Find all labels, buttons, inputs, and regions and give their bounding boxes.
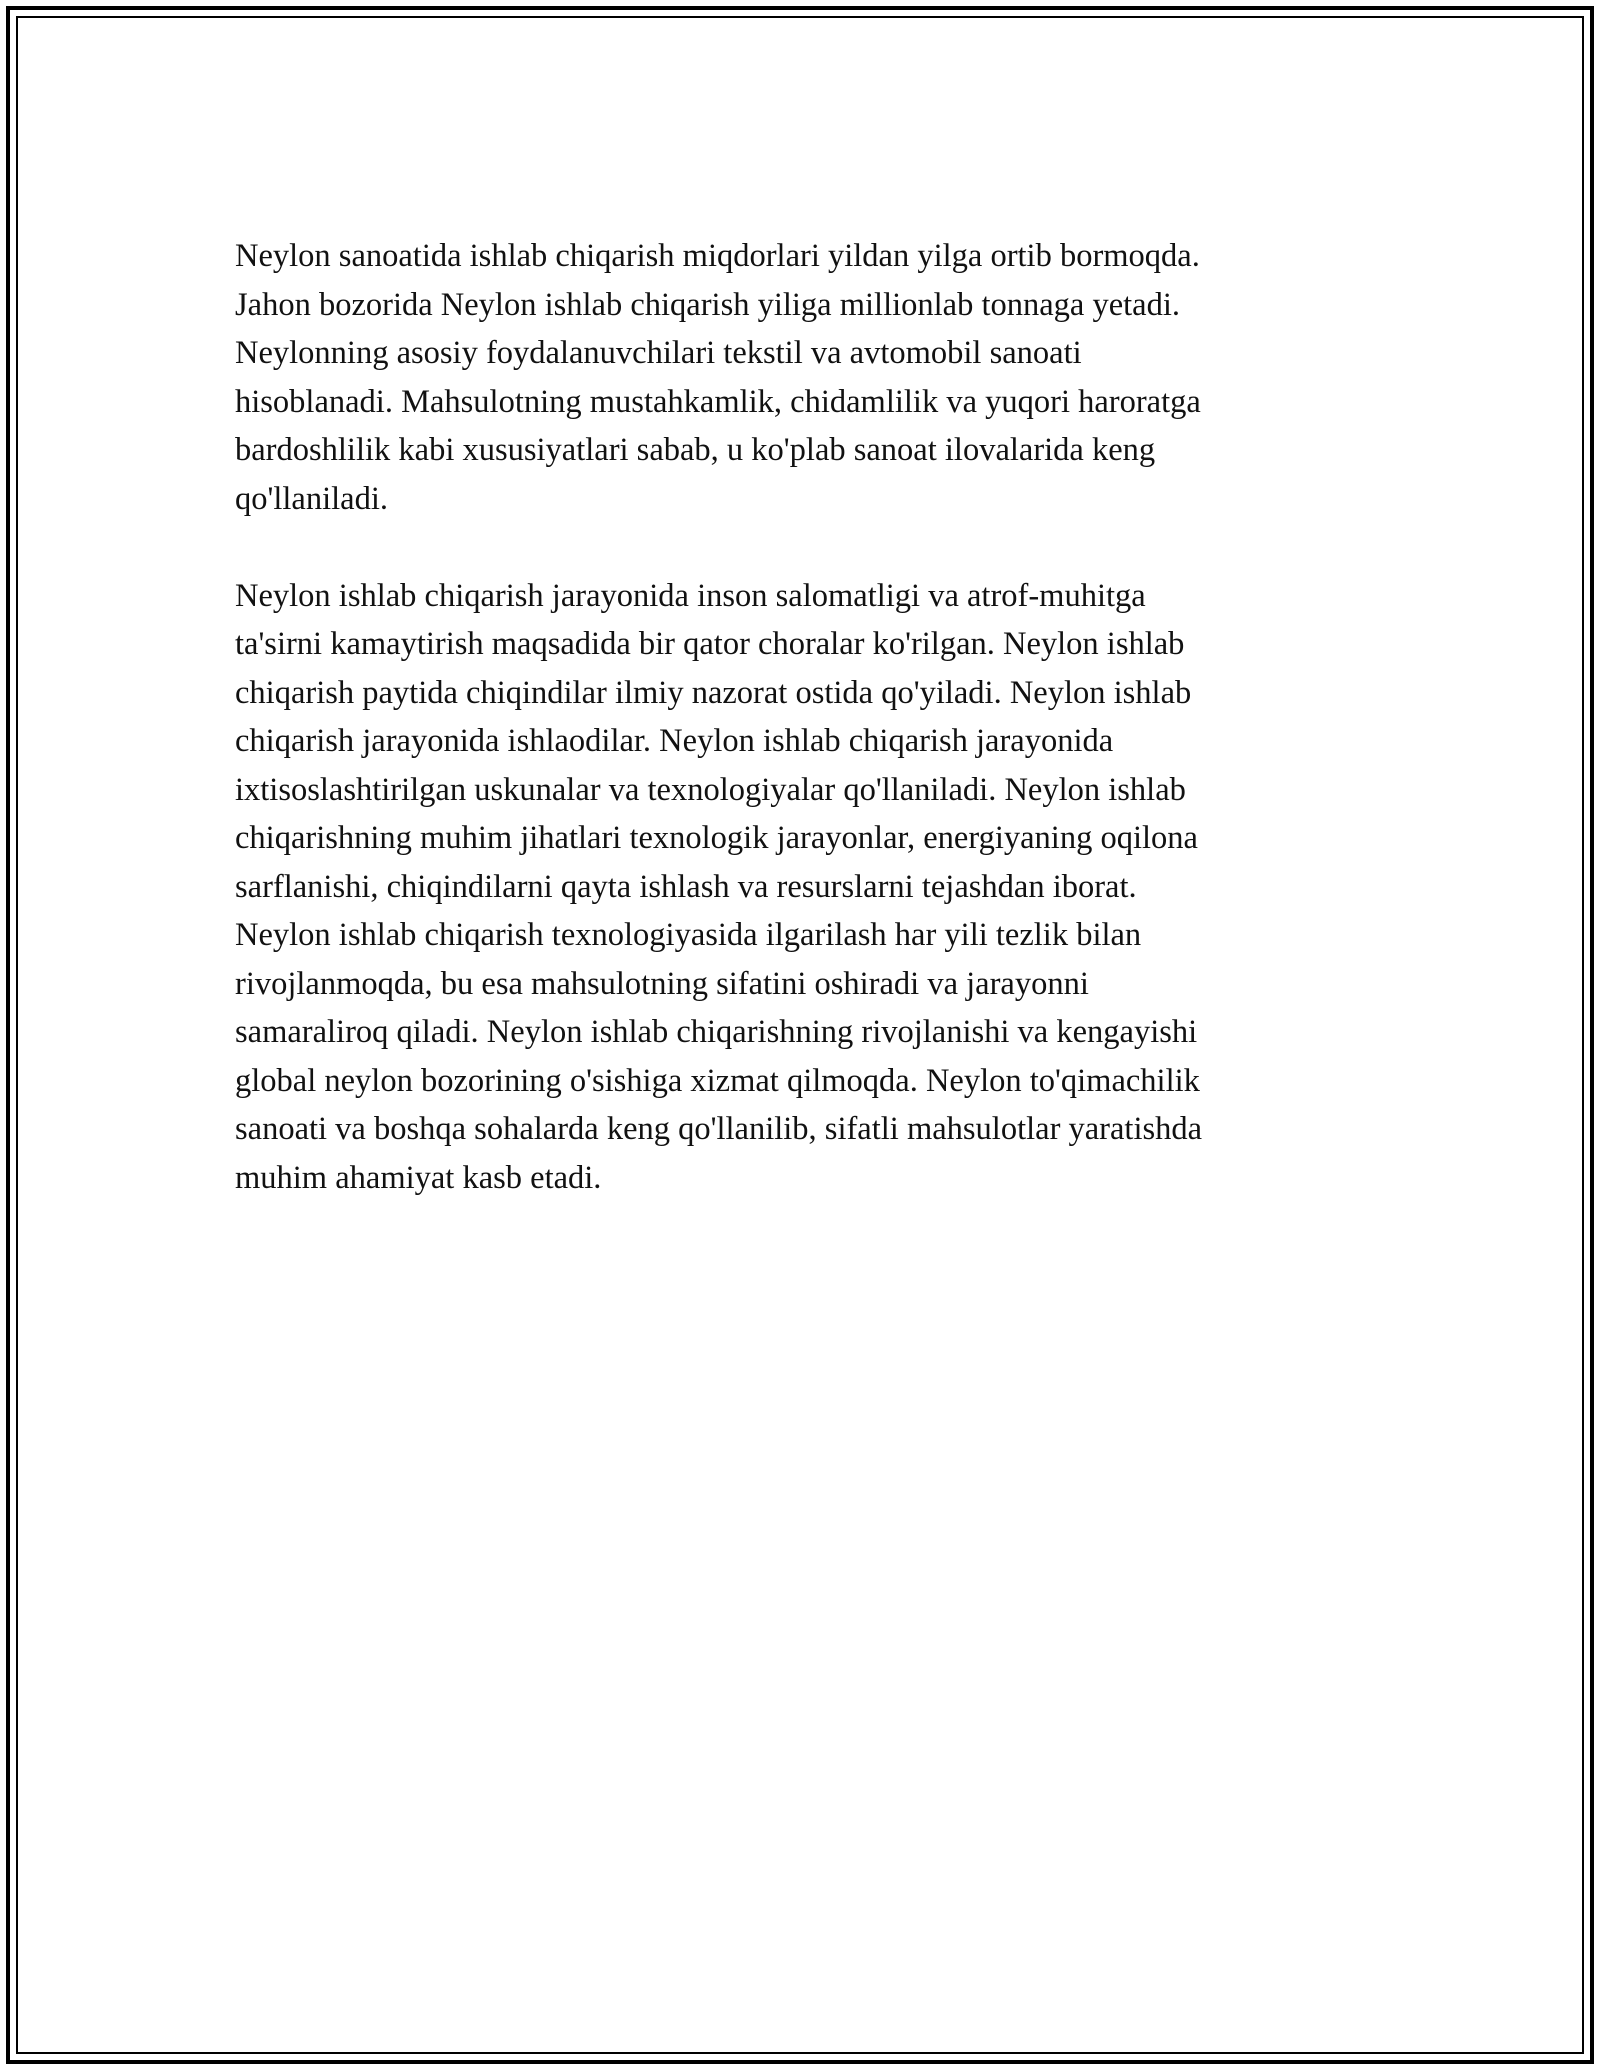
text-line: Neylonning asosiy foydalanuvchilari tekstil va avtomobil sanoati <box>235 335 1082 371</box>
paragraph-2 <box>235 572 1355 1203</box>
text-line: chiqarish jarayonida ishlaodilar. Neylon ishlab chiqarish jarayonida <box>235 723 1114 759</box>
text-line: rivojlanmoqda, bu esa mahsulotning sifatini oshiradi va jarayonni <box>235 965 1089 1002</box>
text-line: chiqarishning muhim jihatlari texnologik jarayonlar, energiyaning oqilona <box>235 820 1198 856</box>
text-line: samaraliroq qiladi. Neylon ishlab chiqarishning rivojlanishi va kengayishi <box>235 1014 1198 1050</box>
text-line: bardoshlilik kabi xususiyatlari sabab, u ko'plab sanoat ilovalarida keng <box>235 432 1156 468</box>
text-line: Neylon ishlab chiqarish texnologiyasida ilgarilash har yili tezlik bilan <box>235 917 1142 953</box>
text-line: sanoati va boshqa sohalarda keng qo'llanilib, sifatli mahsulotlar yaratishda <box>235 1111 1203 1147</box>
text-line: sarflanishi, chiqindilarni qayta ishlash va resurslarni tejashdan iborat. <box>235 868 1137 905</box>
text-line: ta'sirni kamaytirish maqsadida bir qator choralar ko'rilgan. Neylon ishlab <box>235 626 1185 662</box>
text-line: Neylon sanoatida ishlab chiqarish miqdorlari yildan yilga ortib bormoqda. <box>235 238 1200 274</box>
paragraph-1 <box>235 232 1355 523</box>
document-body <box>235 232 1355 1202</box>
text-line: Jahon bozorida Neylon ishlab chiqarish yiliga millionlab tonnaga yetadi. <box>235 286 1180 323</box>
text-line: qo'llaniladi. <box>235 480 388 517</box>
text-line: chiqarish paytida chiqindilar ilmiy nazorat ostida qo'yiladi. Neylon ishlab <box>235 674 1192 711</box>
text-line: muhim ahamiyat kasb etadi. <box>235 1159 602 1196</box>
text-line: Neylon ishlab chiqarish jarayonida inson salomatligi va atrof-muhitga <box>235 577 1146 614</box>
text-line: hisoblanadi. Mahsulotning mustahkamlik, chidamlilik va yuqori haroratga <box>235 383 1201 420</box>
text-line: global neylon bozorining o'sishiga xizmat qilmoqda. Neylon to'qimachilik <box>235 1062 1200 1099</box>
text-line: ixtisoslashtirilgan uskunalar va texnologiyalar qo'llaniladi. Neylon ishlab <box>235 771 1186 808</box>
